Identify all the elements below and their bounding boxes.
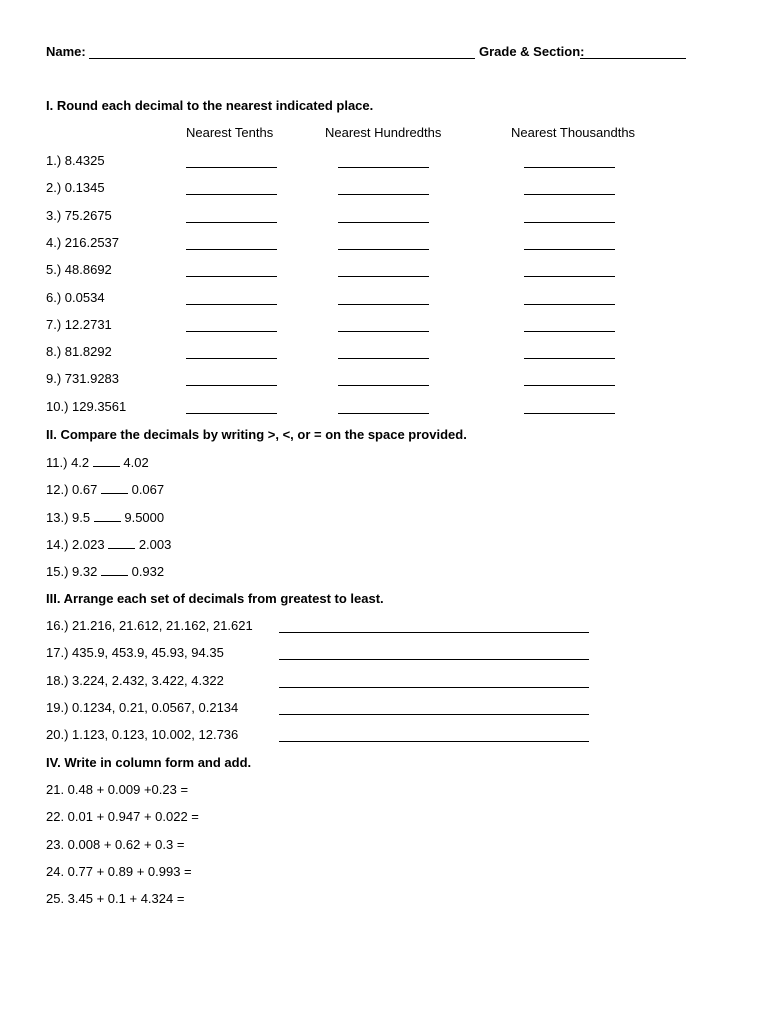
compare-value-b: 0.932: [131, 564, 165, 579]
answer-blank-hundredths[interactable]: [338, 385, 429, 386]
compare-answer-blank[interactable]: [101, 563, 128, 576]
answer-blank-hundredths[interactable]: [338, 249, 429, 250]
answer-blank-hundredths[interactable]: [338, 167, 429, 168]
column-header-thousandths: Nearest Thousandths: [511, 125, 636, 140]
grade-section-field[interactable]: [580, 58, 686, 59]
answer-blank-hundredths[interactable]: [338, 222, 429, 223]
answer-blank-hundredths[interactable]: [338, 331, 429, 332]
answer-blank-thousandths[interactable]: [524, 304, 615, 305]
answer-blank-thousandths[interactable]: [524, 222, 615, 223]
arrange-answer-line[interactable]: [279, 741, 589, 742]
answer-blank-thousandths[interactable]: [524, 194, 615, 195]
column-header-tenths: Nearest Tenths: [186, 125, 274, 140]
compare-number: 13.): [46, 510, 69, 525]
answer-blank-hundredths[interactable]: [338, 276, 429, 277]
addition-item: 22. 0.01 + 0.947 + 0.022 =: [46, 809, 199, 824]
answer-blank-tenths[interactable]: [186, 276, 277, 277]
addition-item: 23. 0.008 + 0.62 + 0.3 =: [46, 837, 185, 852]
name-label: Name:: [46, 44, 86, 59]
answer-blank-thousandths[interactable]: [524, 413, 615, 414]
compare-answer-blank[interactable]: [101, 481, 128, 494]
compare-number: 14.): [46, 537, 69, 552]
answer-blank-tenths[interactable]: [186, 385, 277, 386]
answer-blank-hundredths[interactable]: [338, 358, 429, 359]
answer-blank-tenths[interactable]: [186, 194, 277, 195]
compare-number: 11.): [46, 455, 68, 470]
compare-value-b: 4.02: [123, 455, 149, 470]
compare-item: [46, 509, 164, 526]
answer-blank-thousandths[interactable]: [524, 276, 615, 277]
answer-blank-tenths[interactable]: [186, 358, 277, 359]
compare-value-a: 0.67: [72, 482, 98, 497]
rounding-item: 6.) 0.0534: [46, 290, 105, 305]
rounding-item: 5.) 48.8692: [46, 262, 112, 277]
rounding-item: 9.) 731.9283: [46, 371, 120, 386]
rounding-item: 7.) 12.2731: [46, 317, 112, 332]
compare-value-b: 2.003: [138, 537, 172, 552]
answer-blank-thousandths[interactable]: [524, 385, 615, 386]
compare-value-a: 2.023: [72, 537, 105, 552]
answer-blank-thousandths[interactable]: [524, 331, 615, 332]
compare-value-b: 9.5000: [124, 510, 165, 525]
answer-blank-thousandths[interactable]: [524, 358, 615, 359]
compare-answer-blank[interactable]: [108, 536, 135, 549]
compare-value-a: 9.5: [72, 510, 91, 525]
answer-blank-hundredths[interactable]: [338, 304, 429, 305]
compare-item: [46, 454, 149, 471]
answer-blank-thousandths[interactable]: [524, 249, 615, 250]
arrange-answer-line[interactable]: [279, 632, 589, 633]
compare-value-b: 0.067: [131, 482, 165, 497]
answer-blank-tenths[interactable]: [186, 167, 277, 168]
rounding-item: 8.) 81.8292: [46, 344, 112, 359]
compare-answer-blank[interactable]: [93, 454, 120, 467]
arrange-answer-line[interactable]: [279, 714, 589, 715]
compare-number: 15.): [46, 564, 69, 579]
arrange-answer-line[interactable]: [279, 687, 589, 688]
arrange-item: 18.) 3.224, 2.432, 3.422, 4.322: [46, 673, 224, 688]
rounding-item: 2.) 0.1345: [46, 180, 105, 195]
arrange-item: 16.) 21.216, 21.612, 21.162, 21.621: [46, 618, 253, 633]
compare-answer-blank[interactable]: [94, 509, 121, 522]
answer-blank-hundredths[interactable]: [338, 413, 429, 414]
addition-item: 24. 0.77 + 0.89 + 0.993 =: [46, 864, 192, 879]
grade-section-label: Grade & Section:: [479, 44, 585, 59]
compare-item: [46, 481, 164, 498]
compare-item: [46, 536, 171, 553]
arrange-item: 17.) 435.9, 453.9, 45.93, 94.35: [46, 645, 224, 660]
answer-blank-tenths[interactable]: [186, 249, 277, 250]
answer-blank-thousandths[interactable]: [524, 167, 615, 168]
rounding-item: 1.) 8.4325: [46, 153, 105, 168]
rounding-item: 4.) 216.2537: [46, 235, 120, 250]
name-field[interactable]: [89, 58, 475, 59]
compare-number: 12.): [46, 482, 69, 497]
rounding-item: 10.) 129.3561: [46, 399, 127, 414]
rounding-item: 3.) 75.2675: [46, 208, 112, 223]
addition-item: 21. 0.48 + 0.009 +0.23 =: [46, 782, 189, 797]
arrange-item: 20.) 1.123, 0.123, 10.002, 12.736: [46, 727, 239, 742]
compare-item: [46, 563, 164, 580]
section-1-title: I. Round each decimal to the nearest indicated place.: [46, 98, 374, 113]
compare-value-a: 4.2: [71, 455, 90, 470]
addition-item: 25. 3.45 + 0.1 + 4.324 =: [46, 891, 185, 906]
arrange-item: 19.) 0.1234, 0.21, 0.0567, 0.2134: [46, 700, 239, 715]
answer-blank-hundredths[interactable]: [338, 194, 429, 195]
answer-blank-tenths[interactable]: [186, 304, 277, 305]
answer-blank-tenths[interactable]: [186, 222, 277, 223]
section-4-title: IV. Write in column form and add.: [46, 755, 252, 770]
section-3-title: III. Arrange each set of decimals from greatest to least.: [46, 591, 384, 606]
answer-blank-tenths[interactable]: [186, 331, 277, 332]
answer-blank-tenths[interactable]: [186, 413, 277, 414]
compare-value-a: 9.32: [72, 564, 98, 579]
column-header-hundredths: Nearest Hundredths: [325, 125, 442, 140]
section-2-title: II. Compare the decimals by writing >, <, or = on the space provided.: [46, 427, 467, 442]
arrange-answer-line[interactable]: [279, 659, 589, 660]
